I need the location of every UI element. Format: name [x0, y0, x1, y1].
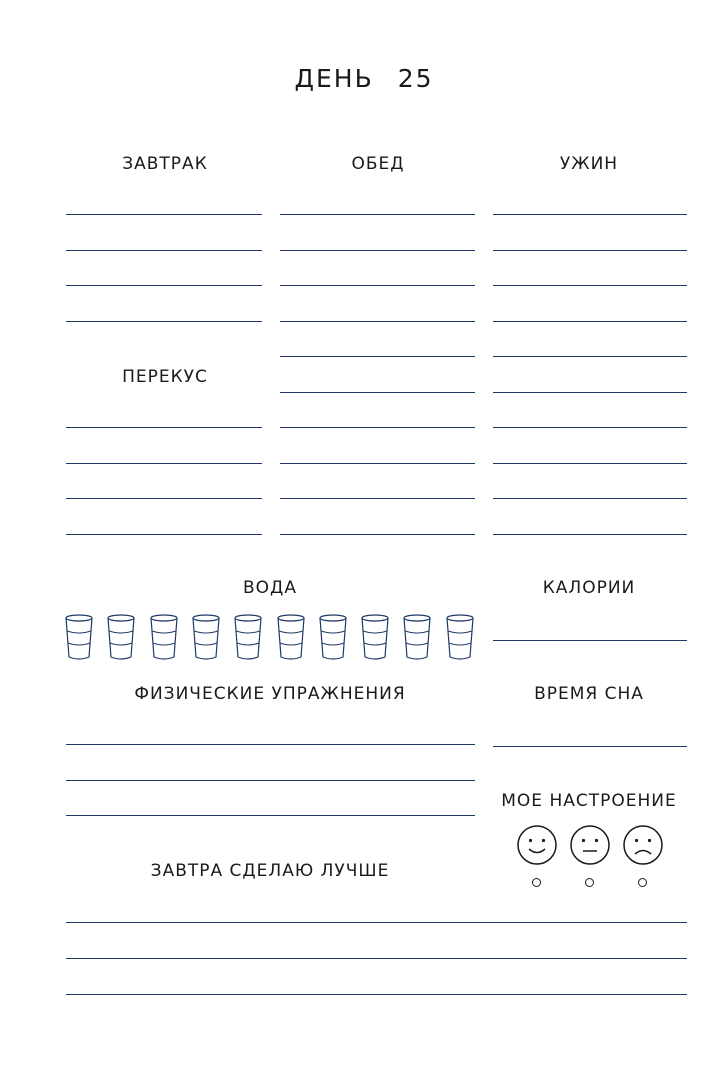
- water-glass-icon[interactable]: [318, 614, 348, 662]
- lunch-write-line[interactable]: [280, 498, 475, 499]
- mood-select-circle[interactable]: [585, 878, 594, 887]
- sad-face-icon: [622, 824, 664, 866]
- breakfast-label: ЗАВТРАК: [122, 154, 208, 174]
- tomorrow-write-line[interactable]: [66, 958, 687, 959]
- happy-face-icon: [516, 824, 558, 866]
- lunch-write-line[interactable]: [280, 285, 475, 286]
- dinner-write-line[interactable]: [493, 250, 687, 251]
- calories-write-line[interactable]: [493, 640, 687, 641]
- snack-write-line[interactable]: [66, 498, 262, 499]
- dinner-write-line[interactable]: [493, 534, 687, 535]
- lunch-write-line[interactable]: [280, 463, 475, 464]
- tomorrow-label: ЗАВТРА СДЕЛАЮ ЛУЧШЕ: [150, 861, 390, 881]
- breakfast-write-line[interactable]: [66, 321, 262, 322]
- water-glass-icon[interactable]: [149, 614, 179, 662]
- snack-write-line[interactable]: [66, 427, 262, 428]
- dinner-write-line[interactable]: [493, 356, 687, 357]
- water-glass-icon[interactable]: [445, 614, 475, 662]
- calories-label: КАЛОРИИ: [542, 578, 636, 598]
- mood-label: МОЕ НАСТРОЕНИЕ: [501, 791, 677, 811]
- lunch-write-line[interactable]: [280, 392, 475, 393]
- lunch-label: ОБЕД: [351, 154, 405, 174]
- breakfast-write-line[interactable]: [66, 285, 262, 286]
- exercise-write-line[interactable]: [66, 815, 475, 816]
- water-glass-icon[interactable]: [233, 614, 263, 662]
- mood-select-circle[interactable]: [638, 878, 647, 887]
- lunch-write-line[interactable]: [280, 356, 475, 357]
- exercise-write-line[interactable]: [66, 780, 475, 781]
- snack-label: ПЕРЕКУС: [122, 367, 208, 387]
- exercise-write-line[interactable]: [66, 744, 475, 745]
- water-label: ВОДА: [243, 578, 297, 598]
- neutral-face-icon: [569, 824, 611, 866]
- water-glass-icon[interactable]: [360, 614, 390, 662]
- dinner-write-line[interactable]: [493, 321, 687, 322]
- lunch-write-line[interactable]: [280, 250, 475, 251]
- lunch-write-line[interactable]: [280, 427, 475, 428]
- dinner-write-line[interactable]: [493, 392, 687, 393]
- snack-write-line[interactable]: [66, 534, 262, 535]
- water-glass-icon[interactable]: [276, 614, 306, 662]
- tomorrow-write-line[interactable]: [66, 922, 687, 923]
- breakfast-write-line[interactable]: [66, 250, 262, 251]
- page-title: ДЕНЬ 25: [294, 64, 434, 93]
- water-glass-icon[interactable]: [64, 614, 94, 662]
- dinner-write-line[interactable]: [493, 214, 687, 215]
- exercise-label: ФИЗИЧЕСКИЕ УПРАЖНЕНИЯ: [134, 684, 406, 704]
- dinner-write-line[interactable]: [493, 498, 687, 499]
- lunch-write-line[interactable]: [280, 321, 475, 322]
- dinner-write-line[interactable]: [493, 463, 687, 464]
- water-glass-icon[interactable]: [191, 614, 221, 662]
- water-glass-icon[interactable]: [106, 614, 136, 662]
- dinner-write-line[interactable]: [493, 285, 687, 286]
- sleep-label: ВРЕМЯ СНА: [534, 684, 644, 704]
- mood-select-circle[interactable]: [532, 878, 541, 887]
- lunch-write-line[interactable]: [280, 534, 475, 535]
- dinner-write-line[interactable]: [493, 427, 687, 428]
- sleep-write-line[interactable]: [493, 746, 687, 747]
- dinner-label: УЖИН: [559, 154, 619, 174]
- breakfast-write-line[interactable]: [66, 214, 262, 215]
- water-glass-icon[interactable]: [402, 614, 432, 662]
- snack-write-line[interactable]: [66, 463, 262, 464]
- tomorrow-write-line[interactable]: [66, 994, 687, 995]
- lunch-write-line[interactable]: [280, 214, 475, 215]
